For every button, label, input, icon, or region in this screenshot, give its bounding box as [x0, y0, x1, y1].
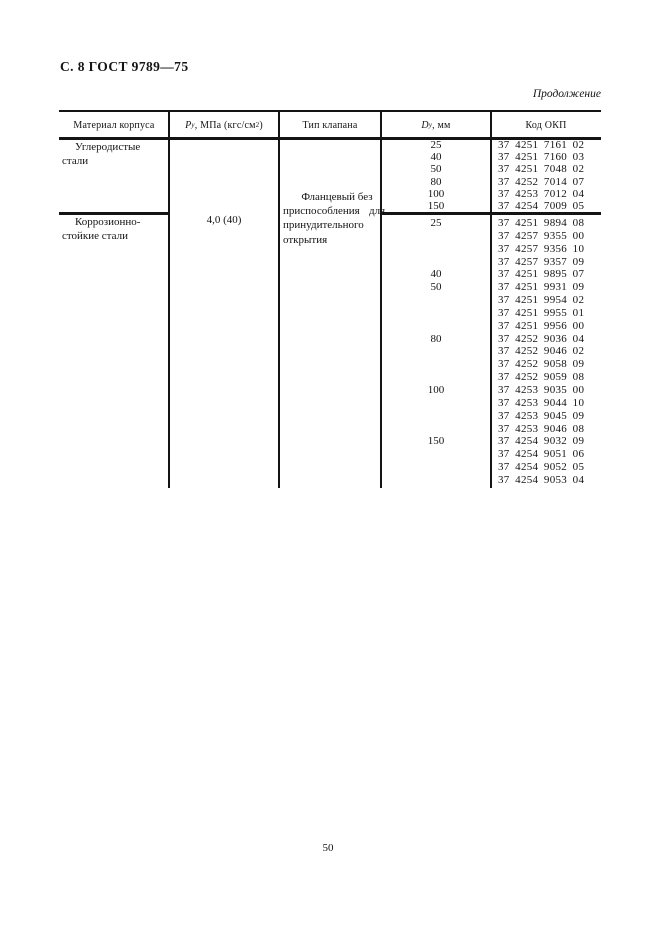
okp-code: 37 4251 9955 01 — [498, 306, 585, 319]
col-header-pressure — [169, 113, 279, 137]
dn-value: 150 — [427, 435, 445, 448]
dn-value: 50 — [430, 163, 442, 176]
table-row — [381, 200, 601, 212]
okp-code: 37 4257 9357 09 — [498, 255, 585, 268]
table-row — [381, 333, 601, 346]
okp-code: 37 4252 7014 07 — [498, 175, 585, 188]
diameter-subscript: у — [428, 121, 433, 129]
material-line: Углеродистые — [75, 141, 141, 153]
valve-type-line: принудительного — [283, 219, 364, 232]
okp-code: 37 4251 7160 03 — [498, 151, 585, 164]
table-row — [381, 307, 601, 320]
table-row — [381, 474, 601, 487]
pressure-units: , МПа (кгс/см — [194, 119, 256, 131]
okp-code: 37 4251 7048 02 — [498, 163, 585, 176]
pressure-symbol: P — [185, 119, 192, 131]
okp-code: 37 4252 9036 04 — [498, 332, 585, 345]
table-top-rule — [59, 110, 601, 112]
dn-value: 50 — [430, 281, 442, 294]
okp-code: 37 4251 9931 09 — [498, 281, 585, 294]
dn-value: 25 — [430, 139, 442, 151]
valve-type-cell — [283, 190, 391, 247]
okp-code: 37 4257 9355 00 — [498, 229, 585, 242]
material-line: Коррозионно- — [75, 216, 141, 228]
page-title: С. 8 ГОСТ 9789—75 — [60, 59, 189, 74]
table-row — [381, 435, 601, 448]
dn-value: 80 — [430, 332, 442, 345]
okp-code: 37 4253 7012 04 — [498, 187, 585, 200]
table-row — [381, 268, 601, 281]
material-cell-corrosion-resistant-steel — [62, 216, 168, 243]
table-row — [381, 163, 601, 175]
okp-code: 37 4251 7161 02 — [498, 139, 585, 151]
valve-type-line: открытия — [283, 233, 328, 246]
okp-code: 37 4253 9044 10 — [498, 396, 585, 409]
valve-type-line: Фланцевый без — [301, 191, 373, 203]
okp-code: 37 4252 9059 08 — [498, 371, 585, 384]
column-rule — [278, 110, 280, 488]
okp-code: 37 4257 9356 10 — [498, 242, 585, 255]
diameter-symbol: D — [421, 119, 429, 131]
col-header-valve-type: Тип клапана — [302, 119, 358, 131]
table-row — [381, 151, 601, 163]
valve-type-line: приспособления для — [283, 205, 386, 218]
section-divider-left — [59, 212, 169, 215]
okp-code: 37 4251 9956 00 — [498, 319, 585, 332]
table-row — [381, 423, 601, 436]
column-rule — [168, 110, 170, 488]
rows-section-carbon-steel — [381, 139, 601, 212]
material-line: стали — [62, 154, 89, 167]
material-cell-carbon-steel — [62, 141, 168, 168]
material-line: стойкие стали — [62, 229, 128, 242]
okp-code: 37 4254 9051 06 — [498, 448, 585, 461]
okp-code: 37 4253 9046 08 — [498, 422, 585, 435]
okp-code: 37 4252 9046 02 — [498, 345, 585, 358]
okp-code: 37 4251 9895 07 — [498, 268, 585, 281]
dn-value: 100 — [427, 187, 445, 200]
table-row — [381, 371, 601, 384]
table-row — [381, 358, 601, 371]
table-row — [381, 294, 601, 307]
table-row — [381, 397, 601, 410]
valve-okp-table — [59, 110, 601, 488]
dn-value: 80 — [430, 175, 442, 188]
col-header-okp: Код ОКП — [525, 119, 567, 131]
table-row — [381, 139, 601, 151]
okp-code: 37 4251 9894 08 — [498, 217, 585, 229]
pressure-value-cell: 4,0 (40) — [206, 214, 242, 226]
pressure-superscript: 2 — [255, 121, 260, 129]
table-row — [381, 384, 601, 397]
okp-code: 37 4253 9045 09 — [498, 409, 585, 422]
table-row — [381, 410, 601, 423]
okp-code: 37 4254 9053 04 — [498, 473, 585, 486]
table-row — [381, 320, 601, 333]
table-row — [381, 281, 601, 294]
diameter-units: , мм — [432, 119, 451, 131]
col-header-material: Материал корпуса — [73, 119, 155, 131]
dn-value: 40 — [430, 151, 442, 164]
okp-code: 37 4254 9052 05 — [498, 461, 585, 474]
col-header-diameter — [381, 113, 491, 137]
dn-value: 25 — [430, 217, 442, 229]
okp-code: 37 4253 9035 00 — [498, 383, 585, 396]
table-row — [381, 176, 601, 188]
okp-code: 37 4251 9954 02 — [498, 294, 585, 307]
table-row — [381, 217, 601, 230]
table-row — [381, 461, 601, 474]
okp-code: 37 4252 9058 09 — [498, 358, 585, 371]
dn-value: 40 — [430, 268, 442, 281]
table-row — [381, 448, 601, 461]
page-number: 50 — [322, 842, 334, 854]
dn-value: 150 — [427, 199, 445, 212]
pressure-units-close: ) — [259, 119, 263, 131]
dn-value: 100 — [427, 383, 445, 396]
table-row — [381, 243, 601, 256]
table-row — [381, 230, 601, 243]
table-row — [381, 256, 601, 269]
pressure-subscript: у — [191, 121, 195, 129]
okp-code: 37 4254 7009 05 — [498, 199, 585, 212]
table-row — [381, 188, 601, 200]
continuation-note: Продолжение — [532, 88, 601, 100]
rows-section-corrosion-resistant — [381, 217, 601, 487]
okp-code: 37 4254 9032 09 — [498, 435, 585, 448]
table-row — [381, 345, 601, 358]
